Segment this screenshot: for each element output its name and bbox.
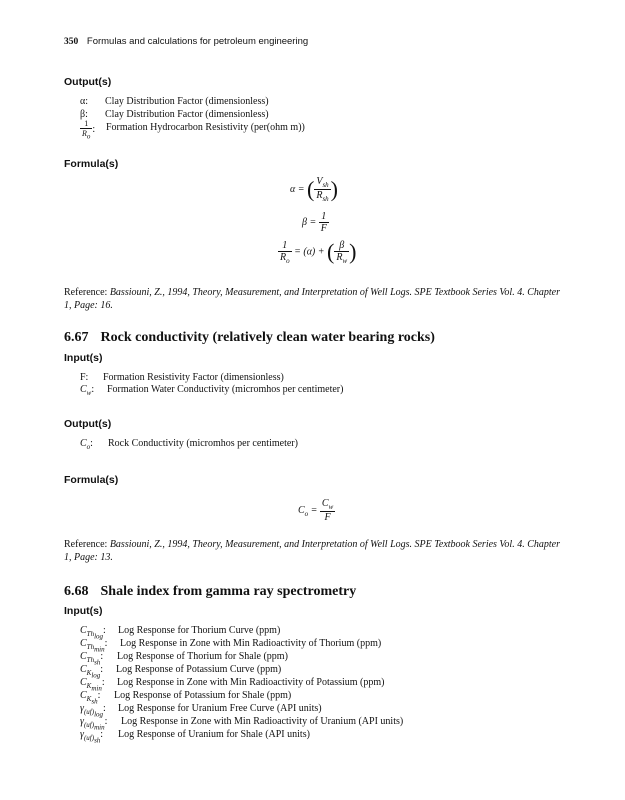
input-symbol: $C_w$:	[80, 384, 95, 397]
input-desc: Log Response of Thorium for Shale (ppm)	[117, 651, 288, 662]
section-number: 6.67	[64, 330, 89, 345]
input-symbol: $\gamma_{(uf)_{log}}$:	[80, 703, 106, 719]
reference-label: Reference:	[64, 287, 108, 298]
input-desc: Log Response of Uranium for Shale (API units)	[118, 729, 310, 740]
output-desc: Clay Distribution Factor (dimensionless)	[105, 96, 269, 107]
section-title: Rock conductivity (relatively clean water bearing rocks)	[100, 330, 435, 345]
input-desc: Formation Water Conductivity (micromhos per centimeter)	[107, 384, 344, 395]
equation-co: $C_o$ = $\frac{C_w}{F}$	[298, 498, 334, 523]
input-desc: Formation Resistivity Factor (dimensionless)	[103, 372, 284, 383]
input-desc: Log Response for Thorium Curve (ppm)	[118, 625, 281, 636]
input-symbol: $C_{K_{log}}$:	[80, 664, 104, 680]
outputs-heading: Output(s)	[64, 418, 112, 430]
input-symbol: $\gamma_{(uf)_{sh}}$:	[80, 729, 104, 745]
reference	[64, 286, 564, 312]
output-desc: Formation Hydrocarbon Resistivity (per(ohm m))	[106, 122, 305, 133]
equation-beta: β = $\frac{1}{F}$	[302, 211, 327, 234]
input-desc: Log Response in Zone with Min Radioactivity of Potassium (ppm)	[117, 677, 385, 688]
running-head	[64, 36, 308, 47]
reference-text: Bassiouni, Z., 1994, Theory, Measurement, and Interpretation of Well Logs. SPE Textbook Series Vol. 4. Chapter 1, Page: 16.	[64, 287, 560, 311]
output-symbol: β:	[80, 109, 88, 120]
output-symbol: $\frac{1}{R_o}$ :	[82, 119, 96, 141]
equation-ro: $\frac{1}{R_o}$ = (α) + ( $\frac{\beta}{R_w}$ )	[280, 239, 357, 265]
book-title: Formulas and calculations for petroleum engineering	[86, 36, 309, 47]
output-desc: Rock Conductivity (micromhos per centimeter)	[108, 438, 298, 449]
input-desc: Log Response of Potassium for Shale (ppm)	[114, 690, 292, 701]
input-symbol: $C_{K_{min}}$:	[80, 677, 105, 693]
outputs-heading: Output(s)	[64, 76, 112, 88]
section-heading	[64, 330, 435, 346]
input-desc: Log Response in Zone with Min Radioactivity of Thorium (ppm)	[120, 638, 382, 649]
reference-label: Reference:	[64, 539, 108, 550]
section-number: 6.68	[64, 584, 89, 599]
formula-heading: Formula(s)	[64, 474, 119, 486]
input-desc: Log Response in Zone with Min Radioactivity of Uranium (API units)	[121, 716, 404, 727]
reference	[64, 538, 564, 564]
section-title: Shale index from gamma ray spectrometry	[100, 584, 357, 599]
input-symbol: $C_{Th_{min}}$:	[80, 638, 108, 654]
output-desc: Clay Distribution Factor (dimensionless)	[105, 109, 269, 120]
output-symbol: α:	[80, 96, 89, 107]
input-desc: Log Response for Uranium Free Curve (API units)	[118, 703, 322, 714]
equation-alpha: α = ( $\frac{V_{sh}}{R_{sh}}$ )	[290, 176, 338, 203]
output-symbol: $C_o$:	[80, 438, 93, 451]
input-symbol: $C_{Th_{log}}$:	[80, 625, 106, 641]
formula-heading: Formula(s)	[64, 158, 119, 170]
input-desc: Log Response of Potassium Curve (ppm)	[116, 664, 282, 675]
inputs-heading: Input(s)	[64, 605, 103, 617]
inputs-heading: Input(s)	[64, 352, 103, 364]
reference-text: Bassiouni, Z., 1994, Theory, Measurement, and Interpretation of Well Logs. SPE Textbook Series Vol. 4. Chapter 1, Page: 13.	[64, 539, 560, 563]
input-symbol: F:	[80, 372, 89, 383]
input-symbol: $\gamma_{(uf)_{min}}$:	[80, 716, 108, 732]
input-symbol: $C_{K_{sh}}$:	[80, 690, 101, 706]
page-number: 350	[64, 37, 79, 47]
input-symbol: $C_{Th_{sh}}$:	[80, 651, 104, 667]
section-heading	[64, 584, 356, 600]
